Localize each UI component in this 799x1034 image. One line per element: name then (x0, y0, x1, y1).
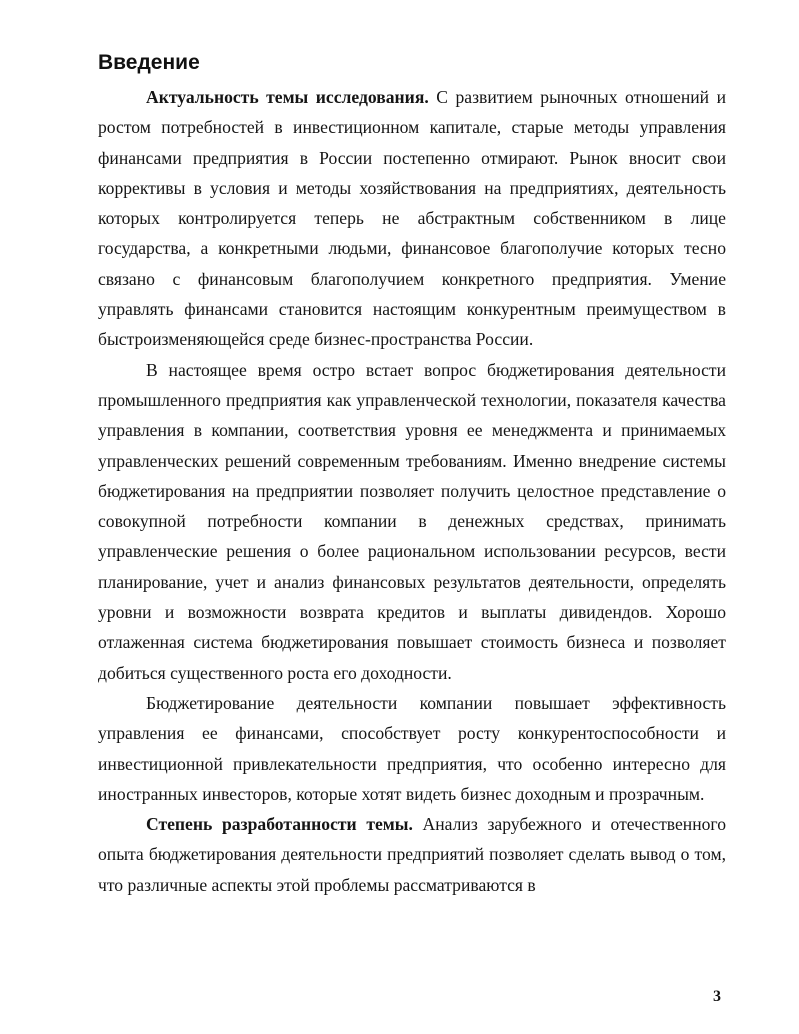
paragraph-current-issue (98, 355, 726, 688)
paragraph-lead-development-degree: Степень разработанности темы. (146, 814, 413, 835)
body-text (98, 82, 726, 900)
paragraph-budgeting-effect (98, 688, 726, 809)
page-number: 3 (713, 988, 721, 1005)
paragraph-development-degree (98, 809, 726, 900)
paragraph-relevance (98, 82, 726, 355)
paragraph-lead-relevance: Актуальность темы исследования. (146, 87, 429, 107)
section-heading: Введение (98, 51, 200, 74)
paragraph-text-development-degree: Анализ зарубежного и отечественного опыта бюджетирования деятельности предприятий позволяет сделать вывод о том, что различные аспекты этой проблемы рассматриваются в (98, 814, 726, 895)
paragraph-text-relevance: С развитием рыночных отношений и ростом потребностей в инвестиционном капитале, старые методы управления финансами предприятия в России постепенно отмирают. Рынок вносит свои коррективы в условия и методы хозяйствования на предприятиях, деятельность которых контролируется теперь не абстрактным собственником в лице государства, а конкретными людьми, финансовое благополучие которых тесно связано с финансовым благополучием конкретного предприятия. Умение управлять финансами становится настоящим конкурентным преимуществом в быстроизменяющейся среде бизнес-пространства России. (98, 87, 726, 350)
paragraph-text-current-issue: В настоящее время остро встает вопрос бюджетирования деятельности промышленного предприятия как управленческой технологии, показателя качества управления в компании, соответствия уровня ее менеджмента и принимаемых управленческих решений современным требованиям. Именно внедрение системы бюджетирования на предприятии позволяет получить целостное представление о совокупной потребности компании в денежных средствах, принимать управленческие решения о более рациональном использовании ресурсов, вести планирование, учет и анализ финансовых результатов деятельности, определять уровни и возможности возврата кредитов и выплаты дивидендов. Хорошо отлаженная система бюджетирования повышает стоимость бизнеса и позволяет добиться существенного роста его доходности. (98, 359, 726, 683)
paragraph-text-budgeting-effect: Бюджетирование деятельности компании повышает эффективность управления ее финансами, способствует росту конкурентоспособности и инвестиционной привлекательности предприятия, что особенно интересно для иностранных инвесторов, которые хотят видеть бизнес доходным и прозрачным. (98, 692, 726, 804)
